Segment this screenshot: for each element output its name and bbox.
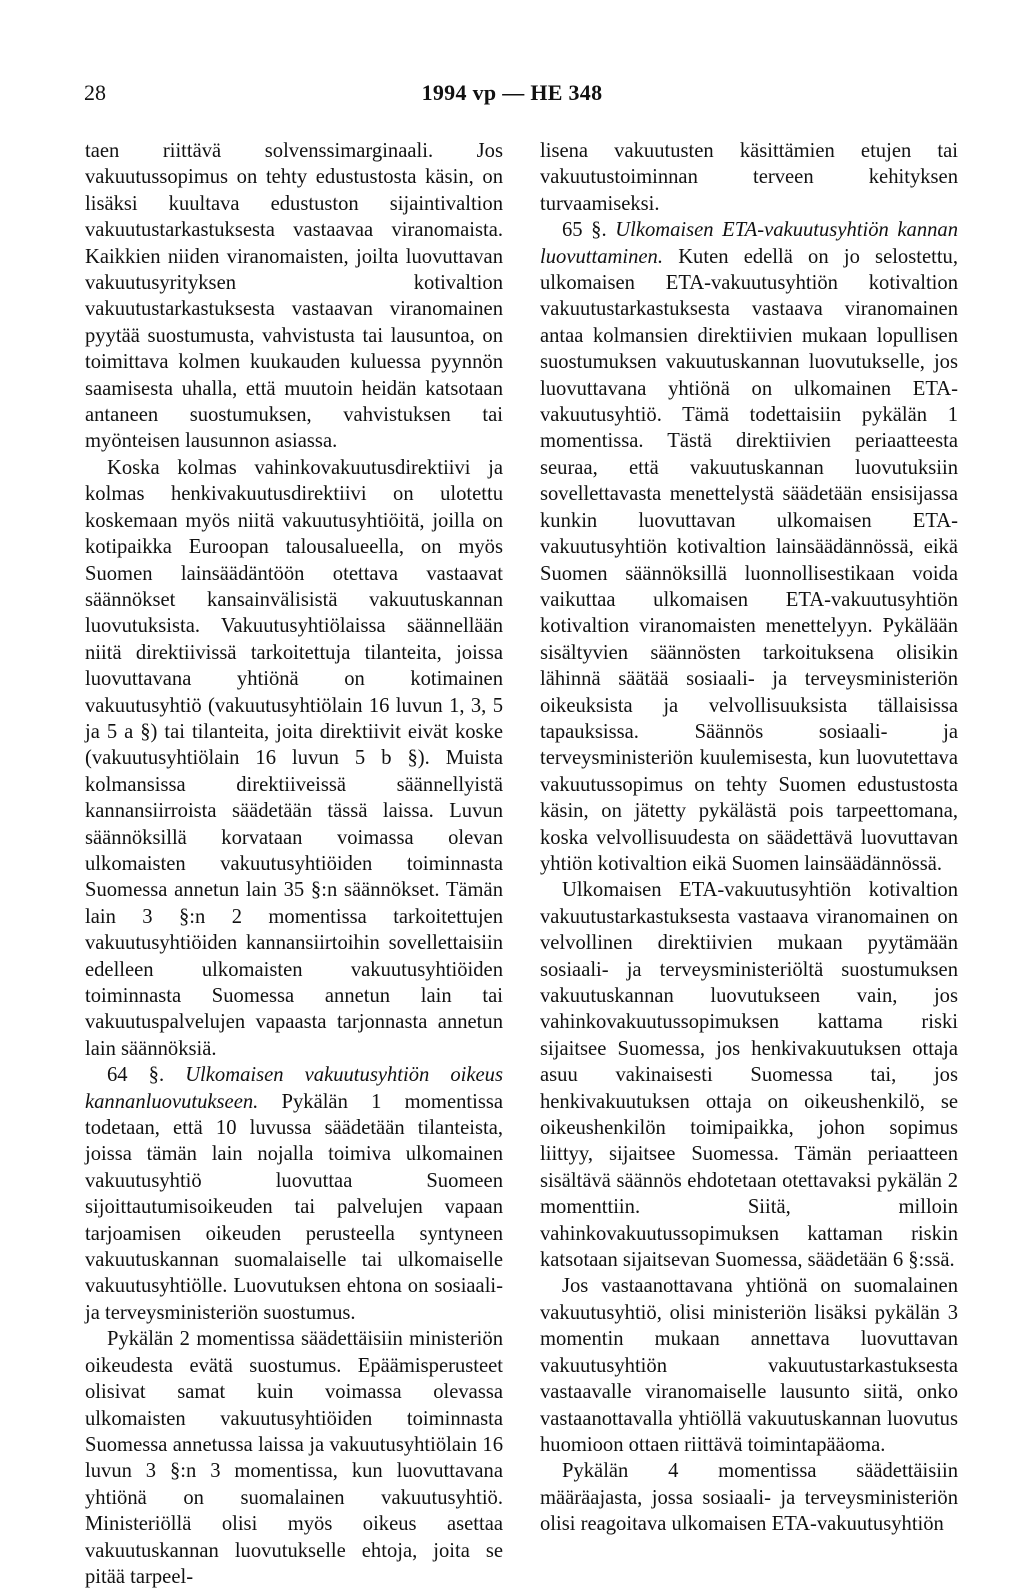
section-65-paragraph <box>540 217 958 877</box>
paragraph: Jos vastaanottavana yhtiönä on suomalainen vakuutusyhtiö, olisi ministeriön lisäksi pykälän 3 momentin mukaan annettava luovuttavan vakuutusyhtiön vakuutustarkastuksesta vastaavalle viranomaiselle lausunto siitä, onko vastaanottavalla yhtiöllä vakuutuskannan luovutus huomioon ottaen riittävä toimintapääoma. <box>540 1275 958 1456</box>
paragraph: lisena vakuutusten käsittämien etujen tai vakuutustoiminnan terveen kehityksen turvaamiseksi. <box>540 140 958 215</box>
right-column <box>540 138 958 1538</box>
section-title: Ulkomaisen vakuutusyhtiön oikeus kannanluovutukseen. <box>85 1064 503 1113</box>
paragraph: Pykälän 2 momentissa säädettäisiin ministeriön oikeudesta evätä suostumus. Epäämisperusteet olisivat samat kuin voimassa olevassa ulkomaisten vakuutusyhtiöiden toiminnasta Suomessa annetussa laissa ja vakuutusyhtiölain 16 luvun 3 §:n 3 momentissa, kun luovuttavana yhtiönä on suomalainen vakuutusyhtiö. Ministeriöllä olisi myös oikeus asettaa vakuutuskannan luovutukselle ehtoja, joita se pitää tarpeel- <box>85 1328 503 1588</box>
section-number: 65 §. <box>562 219 607 242</box>
section-body: Kuten edellä on jo selostettu, ulkomaisen ETA-vakuutusyhtiön kotivaltion vakuutustarkastuksesta vastaava viranomainen antaa kolmansien direktiivien mukaan lopullisen suostumuksen vakuutuskannan luovutukselle, jos luovuttavana yhtiönä on ulkomainen ETA-vakuutusyhtiö. Tämä todettaisiin pykälän 1 momentissa. Tästä direktiivien periaatteesta seuraa, että vakuutuskannan luovutuksiin sovellettavasta menettelystä säädetään ensisijassa kunkin luovuttavan ulkomaisen ETA-vakuutusyhtiön kotivaltion lainsäädännössä, eikä Suomen säännöksillä luonnollisestikaan voida vaikuttaa ulkomaisen ETA-vakuutusyhtiön kotivaltion viranomaisten menettelyyn. Pykälään sisältyvien säännösten tarkoituksena olisikin lähinnä säätää sosiaali- ja terveysministeriön oikeuksista ja velvollisuuksista tällaisissa tapauksissa. Säännös sosiaali- ja terveysministeriön kuulemisesta, kun luovutettava vakuutussopimus on tehty Suomen edustustosta käsin, on jätetty pykälästä pois tarpeettomana, koska velvollisuudesta on säädettävä luovuttavan yhtiön kotivaltion eikä Suomen lainsäädännössä. <box>540 245 958 875</box>
section-number: 64 §. <box>107 1064 165 1087</box>
left-column <box>85 138 503 1590</box>
paragraph: Ulkomaisen ETA-vakuutusyhtiön kotivaltion vakuutustarkastuksesta vastaava viranomainen on velvollinen direktiivien mukaan pyytämään sosiaali- ja terveysministeriöltä suostumuksen vakuutuskannan luovutukseen vain, jos vahinkovakuutussopimuksen kattama riski sijaitsee Suomessa, jos henkivakuutuksen ottaja asuu vakinaisesti Suomessa tai, jos henkivakuutuksen ottaja on oikeushenkilö, se oikeushenkilön toimipaikka, johon sopimus liittyy, sijaitsee Suomessa. Tämän periaatteen sisältävä säännös ehdotetaan otettavaksi pykälän 2 momenttiin. Siitä, milloin vahinkovakuutussopimuksen kattaman riskin katsotaan sijaitsevan Suomessa, säädetään 6 §:ssä. <box>540 879 958 1272</box>
section-body: Pykälän 1 momentissa todetaan, että 10 luvussa säädetään tilanteista, joissa tämän lain nojalla toimiva ulkomainen vakuutusyhtiö luovuttaa Suomeen sijoittautumisoikeuden tai palvelujen vapaan tarjoamisen oikeuden perusteella syntyneen vakuutuskannan suomalaiselle tai ulkomaiselle vakuutusyhtiölle. Luovutuksen ehtona on sosiaali- ja terveysministeriön suostumus. <box>85 1090 503 1324</box>
page-number: 28 <box>84 80 106 105</box>
paragraph: Pykälän 4 momentissa säädettäisiin määräajasta, jossa sosiaali- ja terveysministeriön olisi reagoitava ulkomaisen ETA-vakuutusyhtiön <box>540 1460 958 1536</box>
page-header <box>0 80 1024 110</box>
paragraph: taen riittävä solvenssimarginaali. Jos vakuutussopimus on tehty edustustosta käsin, on lisäksi kuultava edustuston sijaintivaltion vakuutustarkastuksesta vastaavaa viranomaista. Kaikkien niiden viranomaisten, joilta luovuttavan vakuutusyrityksen kotivaltion vakuutustarkastuksesta vastaavan viranomainen pyytää suostumusta, vahvistusta tai lausuntoa, on toimittava kolmen kuukauden kuluessa pyynnön saamisesta uhalla, että muutoin heidän katsotaan antaneen suostumuksen, vahvistuksen tai myönteisen lausunnon asiassa. <box>85 140 503 453</box>
section-title: Ulkomaisen ETA-vakuutusyhtiön kannan luovuttaminen. <box>540 219 959 268</box>
section-64-paragraph <box>85 1062 503 1326</box>
paragraph: Koska kolmas vahinkovakuutusdirektiivi ja kolmas henkivakuutusdirektiivi on ulotettu koskemaan myös niitä vakuutusyhtiöitä, joilla on kotipaikka Euroopan talousalueella, on myös Suomen lainsäädäntöön otettava vastaavat säännökset kansainvälisistä vakuutuskannan luovutuksista. Vakuutusyhtiölaissa säännellään niitä direktiivissä tarkoitettuja tilanteita, joissa luovuttavana yhtiönä on kotimainen vakuutusyhtiö (vakuutusyhtiölain 16 luvun 1, 3, 5 ja 5 a §) tai tilanteita, joita direktiivit eivät koske (vakuutusyhtiölain 16 luvun 5 b §). Muista kolmansissa direktiiveissä säännellyistä kannansiirroista säädetään tässä laissa. Luvun säännöksillä korvataan voimassa olevan ulkomaisten vakuutusyhtiöiden toiminnasta Suomessa annetun lain 35 §:n säännökset. Tämän lain 3 §:n 2 momentissa tarkoitettujen vakuutusyhtiöiden kannansiirtoihin sovellettaisiin edelleen ulkomaisten vakuutusyhtiöiden toiminnasta Suomessa annetun lain tai vakuutuspalvelujen vapaasta tarjonnasta annetun lain säännöksiä. <box>85 456 503 1060</box>
running-head: 1994 vp — HE 348 <box>421 80 603 105</box>
